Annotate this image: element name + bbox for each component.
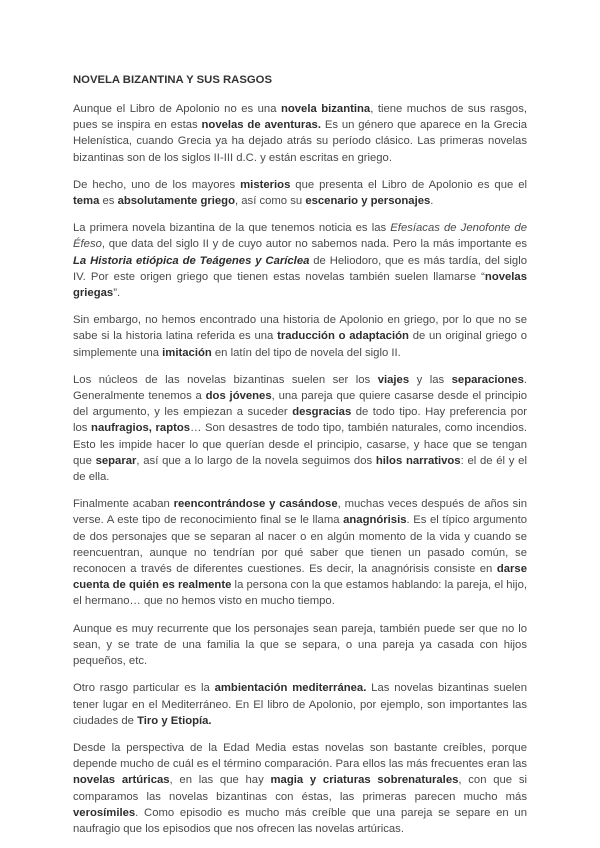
paragraph (73, 101, 527, 166)
bold-text-run: naufragios, raptos (91, 422, 191, 435)
text-run: , que data del siglo II y de cuyo autor no sabemos nada. Pero la más importante es (101, 238, 527, 251)
bold-text-run: novelas artúricas (73, 774, 170, 787)
text-run: de todo tipo. Hay preferencia por los (73, 406, 527, 435)
bold-text-run: verosímiles (73, 806, 136, 819)
text-run: ”. (113, 287, 121, 300)
text-run: . Como episodio es mucho más creíble que una pareja se separe en un naufragio que los episodios que nos ofrecen las novelas artúricas. (73, 806, 527, 835)
bold-text-run: viajes (377, 373, 410, 386)
text-run: , así que a lo largo de la novela seguimos dos (136, 454, 376, 467)
bold-text-run: escenario y personajes (305, 195, 431, 208)
bold-text-run: novelas griegas (73, 270, 527, 300)
text-run: , así como su (234, 195, 306, 208)
paragraph (73, 312, 527, 361)
paragraph (73, 496, 527, 609)
text-run: es (99, 195, 118, 208)
text-run: De hecho, uno de los mayores (73, 178, 241, 191)
text-run: La primera novela bizantina de la que tenemos noticia es las (73, 222, 391, 235)
bold-text-run: ambientación mediterránea. (214, 682, 367, 695)
bold-text-run: anagnórisis (343, 514, 407, 527)
bold-text-run: separaciones (451, 373, 524, 386)
text-run: la persona con la que estamos hablando: la pareja, el hijo, el hermano… que no hemos visto en mucho tiempo. (73, 579, 527, 608)
bold-italic-text-run: La Historia etiópica de Teágenes y Caríclea (73, 254, 310, 267)
text-run: : el de él y el de ella. (73, 454, 527, 484)
bold-text-run: reencontrándose y casándose (173, 498, 338, 511)
paragraph (73, 621, 527, 670)
bold-text-run: darse cuenta de quién es realmente (73, 563, 527, 592)
bold-text-run: separar (95, 454, 137, 467)
text-run: Los núcleos de las novelas bizantinas suelen ser los (73, 373, 378, 386)
paragraph (73, 680, 527, 729)
paragraph (73, 177, 527, 209)
text-run: , tiene muchos de sus rasgos, pues se inspira en estas (73, 103, 527, 132)
bold-text-run: traducción o adaptación (277, 330, 409, 343)
paragraph (73, 740, 527, 837)
text-run: Aunque es muy recurrente que los personajes sean pareja, también puede ser que no lo sean, y se trate de una familia la que se separa, o una pareja ya casada con hijos pequeños, etc. (73, 622, 527, 668)
text-run: y las (409, 373, 452, 386)
bold-text-run: tema (73, 195, 100, 208)
paragraph (73, 220, 527, 301)
text-run: de un original griego o simplemente una (73, 330, 527, 359)
bold-text-run: dos jóvenes (205, 390, 272, 403)
text-run: Otro rasgo particular es la (73, 682, 215, 695)
bold-text-run: imitación (162, 346, 212, 359)
text-run: . Generalmente tenemos a (73, 373, 527, 403)
text-run: Aunque el Libro de Apolonio no es una (73, 103, 281, 115)
bold-text-run: magia y criaturas sobrenaturales (270, 774, 459, 787)
text-run: Es un género que aparece en la Grecia Helenística, cuando Grecia ya ha dejado atrás su período clásico. Las primeras novelas bizantinas son de los siglos II-III d.C. y están escritas en griego. (73, 119, 527, 164)
text-run: Finalmente acaban (73, 498, 174, 511)
italic-text-run: Efesíacas de Jenofonte de Éfeso (73, 222, 527, 251)
document-page (73, 72, 527, 848)
bold-text-run: desgracias (292, 406, 352, 419)
bold-text-run: absolutamente griego (117, 195, 235, 208)
text-run: Las novelas bizantinas suelen tener lugar en el Mediterráneo. En El libro de Apolonio, por ejemplo, son importantes las ciudades de (73, 682, 527, 727)
text-run: … Son desastres de todo tipo, también naturales, como incendios. Esto les impide hacer lo que querían desde el principio, casarse, y hace que se tengan que (73, 422, 527, 467)
text-run: , con que si comparamos las novelas bizantinas con éstas, las primeras parecen mucho más (73, 774, 527, 803)
document-body (73, 101, 527, 837)
text-run: Sin embargo, no hemos encontrado una historia de Apolonio en griego, por lo que no se sabe si la historia latina referida es una (73, 314, 527, 343)
text-run: que presenta el Libro de Apolonio es que el (290, 178, 527, 191)
bold-text-run: misterios (240, 178, 291, 191)
bold-text-run: novelas de aventuras. (201, 119, 321, 132)
bold-text-run: novela bizantina (280, 103, 371, 115)
bold-text-run: hilos narrativos (375, 454, 461, 467)
text-run: , muchas veces después de años sin verse. A este tipo de reconocimiento final se le llama (73, 498, 527, 527)
document-title: NOVELA BIZANTINA Y SUS RASGOS (73, 74, 272, 86)
bold-text-run: Tiro y Etiopía. (137, 714, 212, 727)
text-run: , en las que hay (169, 774, 271, 787)
text-run: , una pareja que quiere casarse desde el principio del argumento, y les empiezan a suceder (73, 390, 528, 419)
paragraph (73, 372, 527, 485)
text-run: Desde la perspectiva de la Edad Media estas novelas son bastante creíbles, porque depende mucho de cuál es el término comparación. Para ellos las más frecuentes eran las (73, 741, 528, 771)
text-run: en latín del tipo de novela del siglo II. (211, 346, 401, 359)
text-run: de Heliodoro, que es más tardía, del siglo IV. Por este origen griego que tienen estas novelas también suelen llamarse “ (73, 254, 528, 283)
text-run: . (430, 195, 434, 208)
text-run: . Es el típico argumento de dos personajes que se separan al nacer o en algún momento de la vida y cuando se reencuentran, aunque no tendrían por qué saber que tienen un pasado común, se reconocen a través de diferentes cuestiones. Es decir, la anagnórisis consiste en (73, 514, 527, 576)
